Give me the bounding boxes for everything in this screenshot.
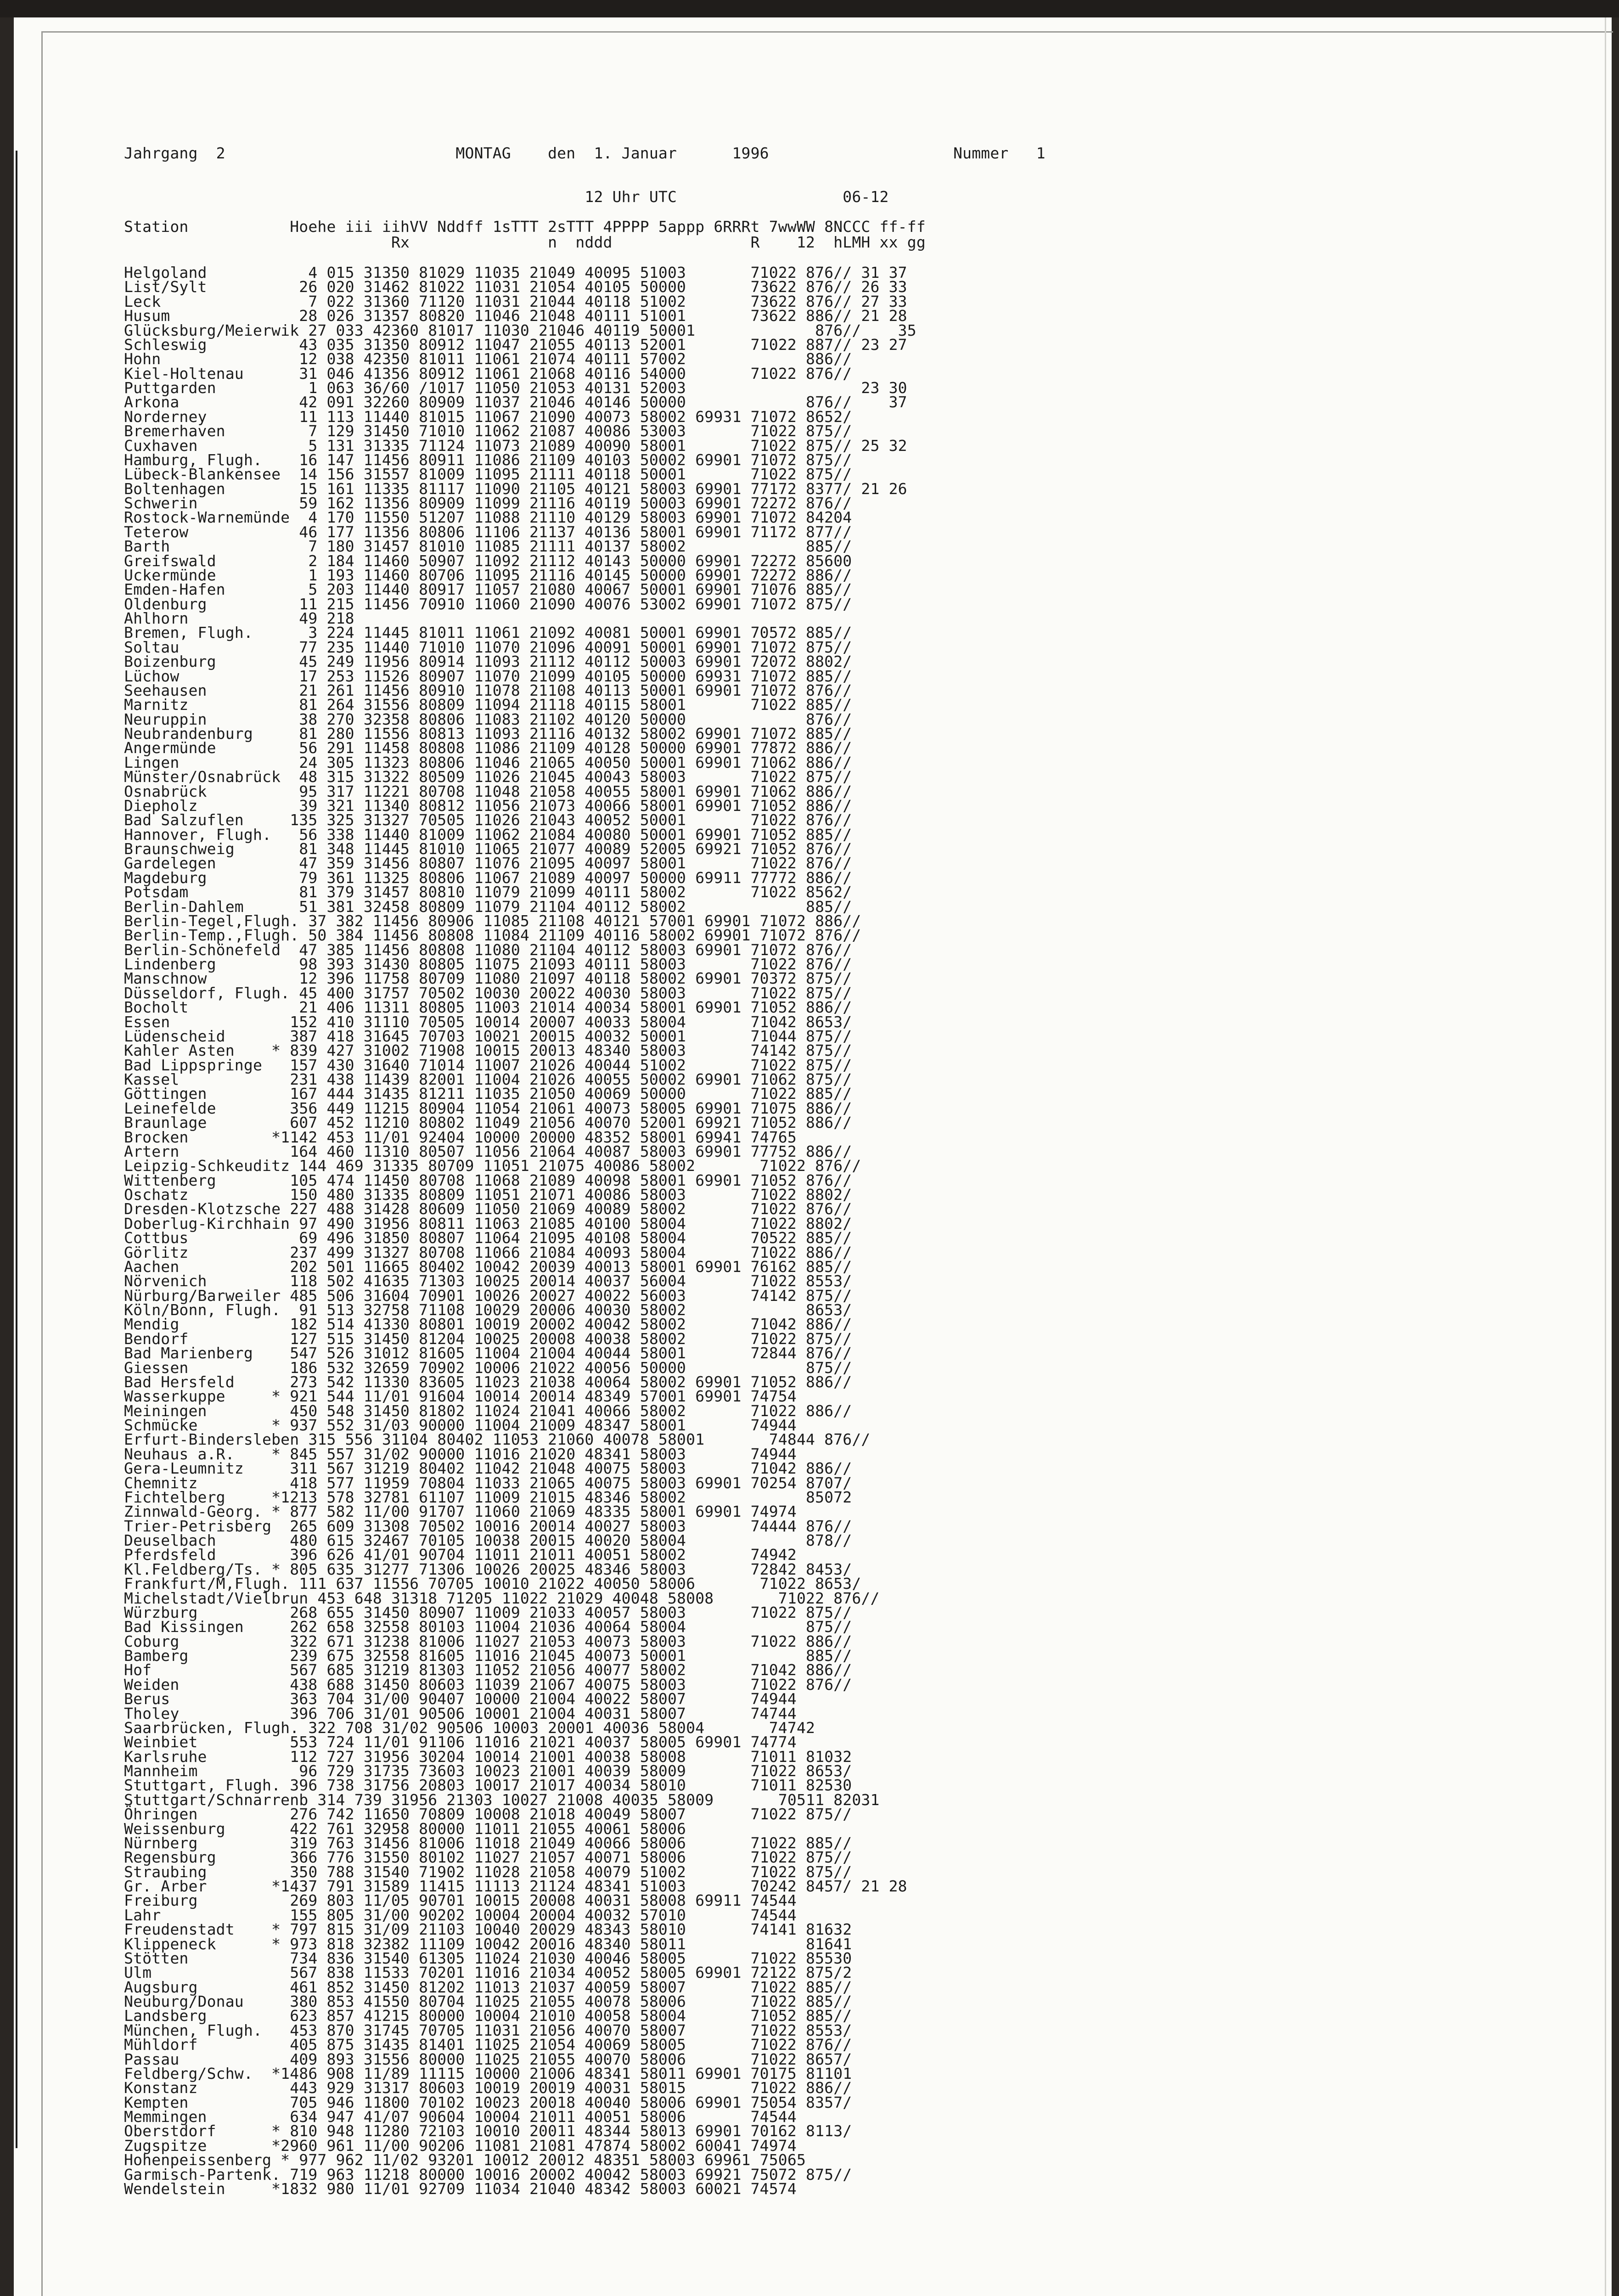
station-row: Kassel 231 438 11439 82001 11004 21026 40055 50002 69901 71062 875//: [124, 1070, 852, 1088]
station-row: Münster/Osnabrück 48 315 31322 80509 11026 21045 40043 58003 71022 875//: [124, 768, 852, 786]
station-row: Wasserkuppe * 921 544 11/01 91604 10014 20014 48349 57001 69901 74754: [124, 1387, 797, 1406]
station-row: Öhringen 276 742 11650 70809 10008 21018 40049 58007 71022 875//: [124, 1805, 852, 1823]
station-row: Kl.Feldberg/Ts. * 805 635 31277 71306 10026 20025 48346 58003 72842 8453/: [124, 1560, 852, 1578]
station-row: Fichtelberg *1213 578 32781 61107 11009 21015 48346 58002 85072: [124, 1488, 852, 1506]
station-row: Garmisch-Partenk. 719 963 11218 80000 10016 20002 40042 58003 69921 75072 875//: [124, 2165, 852, 2183]
station-row: Bad Marienberg 547 526 31012 81605 11004 21004 40044 58001 72844 876//: [124, 1344, 852, 1362]
station-row: Würzburg 268 655 31450 80907 11009 21033 40057 58003 71022 875//: [124, 1603, 852, 1621]
station-row: Kahler Asten * 839 427 31002 71908 10015 20013 48340 58003 74142 875//: [124, 1041, 852, 1060]
station-row: Lübeck-Blankensee 14 156 31557 81009 11095 21111 40118 50001 71022 875//: [124, 465, 852, 484]
station-row: Diepholz 39 321 11340 80812 11056 21073 40066 58001 69901 71052 886//: [124, 796, 852, 815]
station-row: Leinefelde 356 449 11215 80904 11054 21061 40073 58005 69901 71075 886//: [124, 1099, 852, 1117]
station-row: Neuhaus a.R. * 845 557 31/02 90000 11016 21020 48341 58003 74944: [124, 1445, 797, 1463]
station-row: Regensburg 366 776 31550 80102 11027 21057 40071 58006 71022 875//: [124, 1848, 852, 1867]
station-row: Bad Lippspringe 157 430 31640 71014 11007 21026 40044 51002 71022 875//: [124, 1056, 852, 1074]
station-row: Hohn 12 038 42350 81011 11061 21074 40111 57002 886//: [124, 350, 852, 368]
station-row: Dresden-Klotzsche 227 488 31428 80609 11050 21069 40089 58002 71022 876//: [124, 1200, 852, 1218]
station-row: Coburg 322 671 31238 81006 11027 21053 40073 58003 71022 886//: [124, 1632, 852, 1650]
station-row: Gardelegen 47 359 31456 80807 11076 21095 40097 58001 71022 876//: [124, 854, 852, 872]
station-row: Trier-Petrisberg 265 609 31308 70502 10016 20014 40027 58003 74444 876//: [124, 1517, 852, 1535]
station-row: Osnabrück 95 317 11221 80708 11048 21058 40055 58001 69901 71062 886//: [124, 782, 852, 800]
station-row: Nürburg/Barweiler 485 506 31604 70901 10026 20027 40022 56003 74142 875//: [124, 1286, 852, 1305]
station-row: Stötten 734 836 31540 61305 11024 21030 40046 58005 71022 85530: [124, 1949, 852, 1967]
station-row: Straubing 350 788 31540 71902 11028 21058 40079 51002 71022 875//: [124, 1863, 852, 1881]
station-row: Lahr 155 805 31/00 90202 10004 20004 40032 57010 74544: [124, 1906, 797, 1924]
station-row: Berlin-Tegel,Flugh. 37 382 11456 80906 11085 21108 40121 57001 69901 71072 886//: [124, 912, 861, 930]
station-row: Erfurt-Bindersleben 315 556 31104 80402 11053 21060 40078 58001 74844 876//: [124, 1430, 871, 1449]
station-row: Potsdam 81 379 31457 80810 11079 21099 40111 58002 71022 8562/: [124, 883, 852, 901]
station-row: Hof 567 685 31219 81303 11052 21056 40077 58002 71042 886//: [124, 1661, 852, 1679]
station-row: Stuttgart/Schnarrenb 314 739 31956 21303 10027 21008 40035 58009 70511 82031: [124, 1790, 880, 1809]
station-row: List/Sylt 26 020 31462 81022 11031 21054 40105 50000 73622 876// 26 33: [124, 278, 907, 296]
station-row: Berlin-Schönefeld 47 385 11456 80808 11080 21104 40112 58003 69901 71072 876//: [124, 940, 852, 959]
station-row: Artern 164 460 11310 80507 11056 21064 40087 58003 69901 77752 886//: [124, 1142, 852, 1160]
station-row: Memmingen 634 947 41/07 90604 10004 21011 40051 58006 74544: [124, 2108, 797, 2126]
station-row: Weinbiet 553 724 11/01 91106 11016 21021 40037 58005 69901 74774: [124, 1733, 797, 1751]
station-row: Ahlhorn 49 218: [124, 609, 354, 627]
station-row: Nörvenich 118 502 41635 71303 10025 20014 40037 56004 71022 8553/: [124, 1272, 852, 1290]
station-row: Soltau 77 235 11440 71010 11070 21096 40091 50001 69901 71072 875//: [124, 638, 852, 656]
column-headers: Station Hoehe iii iihVV Nddff 1sTTT 2sTTT 4PPPP 5appp 6RRRt 7wwWW 8NCCC ff-ff: [124, 218, 926, 236]
station-row: Neuburg/Donau 380 853 41550 80704 11025 21055 40078 58006 71022 885//: [124, 1992, 852, 2010]
station-row: Zinnwald-Georg. * 877 582 11/00 91707 11060 21069 48335 58001 69901 74974: [124, 1503, 797, 1521]
station-row: Passau 409 893 31556 80000 11025 21055 40070 58006 71022 8657/: [124, 2050, 852, 2068]
binding-edge: [16, 151, 17, 2148]
station-row: Görlitz 237 499 31327 80708 11066 21084 40093 58004 71022 886//: [124, 1243, 852, 1261]
station-row: Braunlage 607 452 11210 80802 11049 21056 40070 52001 69921 71052 886//: [124, 1114, 852, 1132]
station-row: Kiel-Holtenau 31 046 41356 80912 11061 21068 40116 54000 71022 876//: [124, 364, 852, 383]
station-row: Berlin-Temp.,Flugh. 50 384 11456 80808 11084 21109 40116 58002 69901 71072 876//: [124, 926, 861, 945]
station-row: Wendelstein *1832 980 11/01 92709 11034 21040 48342 58003 60021 74574: [124, 2179, 797, 2198]
station-row: Emden-Hafen 5 203 11440 80917 11057 21080 40067 50001 69901 71076 885//: [124, 580, 852, 599]
station-row: München, Flugh. 453 870 31745 70705 11031 21056 40070 58007 71022 8553/: [124, 2021, 852, 2039]
station-row: Cottbus 69 496 31850 80807 11064 21095 40108 58004 70522 885//: [124, 1229, 852, 1247]
station-row: Tholey 396 706 31/01 90506 10001 21004 40031 58007 74744: [124, 1704, 797, 1722]
station-row: Oldenburg 11 215 11456 70910 11060 21090 40076 53002 69901 71072 875//: [124, 595, 852, 613]
station-row: Wittenberg 105 474 11450 80708 11068 21089 40098 58001 69901 71052 876//: [124, 1171, 852, 1189]
station-row: Cuxhaven 5 131 31335 71124 11073 21089 40090 58001 71022 875// 25 32: [124, 436, 907, 455]
station-row: Kempten 705 946 11800 70102 10023 20018 40040 58006 69901 75054 8357/: [124, 2093, 852, 2111]
station-table: [124, 265, 1602, 2196]
station-row: Husum 28 026 31357 80820 11046 21048 40111 51001 73622 886// 21 28: [124, 307, 907, 325]
station-row: Lingen 24 305 11323 80806 11046 21065 40050 50001 69901 71062 886//: [124, 753, 852, 771]
station-row: Stuttgart, Flugh. 396 738 31756 20803 10017 21017 40034 58010 71011 82530: [124, 1776, 852, 1795]
station-row: Augsburg 461 852 31450 81202 11013 21037 40059 58007 71022 885//: [124, 1978, 852, 1996]
station-row: Rostock-Warnemünde 4 170 11550 51207 11088 21110 40129 58003 69901 71072 84204: [124, 508, 852, 527]
station-row: Zugspitze *2960 961 11/00 90206 11081 21081 47874 58002 60041 74974: [124, 2136, 797, 2155]
column-subheaders: Rx n nddd R 12 hLMH xx gg: [124, 233, 926, 251]
station-row: Marnitz 81 264 31556 80809 11094 21118 40115 58001 71022 885//: [124, 696, 852, 714]
station-row: Bad Kissingen 262 658 32558 80103 11004 21036 40064 58004 875//: [124, 1618, 852, 1636]
station-row: Feldberg/Schw. *1486 908 11/89 11115 10000 21006 48341 58011 69901 70175 81101: [124, 2064, 852, 2082]
station-row: Berlin-Dahlem 51 381 32458 80809 11079 21104 40112 58002 885//: [124, 897, 852, 916]
station-row: Boltenhagen 15 161 11335 81117 11090 21105 40121 58003 69901 77172 8377/ 21 26: [124, 479, 907, 498]
station-row: Lindenberg 98 393 31430 80805 11075 21093 40111 58003 71022 876//: [124, 955, 852, 973]
station-row: Bad Hersfeld 273 542 11330 83605 11023 21038 40064 58002 69901 71052 886//: [124, 1373, 852, 1391]
station-row: Düsseldorf, Flugh. 45 400 31757 70502 10030 20022 40030 58003 71022 875//: [124, 984, 852, 1002]
station-row: Bad Salzuflen 135 325 31327 70505 11026 21043 40052 50001 71022 876//: [124, 811, 852, 829]
station-row: Hannover, Flugh. 56 338 11440 81009 11062 21084 40080 50001 69901 71052 885//: [124, 825, 852, 844]
document-header: Jahrgang 2 MONTAG den 1. Januar 1996 Nummer 1: [124, 144, 1046, 162]
station-row: Greifswald 2 184 11460 50907 11092 21112 40143 50000 69901 72272 85600: [124, 551, 852, 570]
scan-top-strip: [0, 0, 1619, 17]
station-row: Weissenburg 422 761 32958 80000 11011 21055 40061 58006: [124, 1819, 686, 1838]
station-row: Landsberg 623 857 41215 80000 10004 21010 40058 58004 71052 885//: [124, 2007, 852, 2025]
station-row: Bremen, Flugh. 3 224 11445 81011 11061 21092 40081 50001 69901 70572 885//: [124, 624, 852, 642]
observation-time-header: 12 Uhr UTC 06-12: [124, 188, 889, 206]
station-row: Teterow 46 177 11356 80806 11106 21137 40136 58001 69901 71172 877//: [124, 523, 852, 541]
station-row: Giessen 186 532 32659 70902 10006 21022 40056 50000 875//: [124, 1358, 852, 1377]
station-row: Angermünde 56 291 11458 80808 11086 21109 40128 50000 69901 77872 886//: [124, 739, 852, 757]
station-row: Schmücke * 937 552 31/03 90000 11004 21009 48347 58001 74944: [124, 1416, 797, 1434]
station-row: Nürnberg 319 763 31456 81006 11018 21049 40066 58006 71022 885//: [124, 1834, 852, 1852]
station-row: Bendorf 127 515 31450 81204 10025 20008 40038 58002 71022 875//: [124, 1329, 852, 1348]
station-row: Gr. Arber *1437 791 31589 11415 11113 21124 48341 51003 70242 8457/ 21 28: [124, 1877, 907, 1895]
station-row: Magdeburg 79 361 11325 80806 11067 21089 40097 50000 69911 77772 886//: [124, 868, 852, 887]
station-row: Frankfurt/M,Flugh. 111 637 11556 70705 10010 21022 40050 58006 71022 8653/: [124, 1575, 861, 1593]
station-row: Freudenstadt * 797 815 31/09 21103 10040 20029 48343 58010 74141 81632: [124, 1920, 852, 1939]
station-row: Konstanz 443 929 31317 80603 10019 20019 40031 58015 71022 886//: [124, 2079, 852, 2097]
station-row: Boizenburg 45 249 11956 80914 11093 21112 40112 50003 69901 72072 8802/: [124, 653, 852, 671]
station-row: Klippeneck * 973 818 32382 11109 10042 20016 48340 58011 81641: [124, 1935, 852, 1953]
page-edge-shadow: [1605, 17, 1606, 2296]
station-row: Mannheim 96 729 31735 73603 10023 21001 40039 58009 71022 8653/: [124, 1762, 852, 1780]
station-row: Oberstdorf * 810 948 11280 72103 10010 20011 48344 58013 69901 70162 8113/: [124, 2122, 852, 2140]
station-row: Weiden 438 688 31450 80603 11039 21067 40075 58003 71022 876//: [124, 1675, 852, 1694]
station-row: Saarbrücken, Flugh. 322 708 31/02 90506 10003 20001 40036 58004 74742: [124, 1718, 815, 1737]
station-row: Braunschweig 81 348 11445 81010 11065 21077 40089 52005 69921 71052 876//: [124, 840, 852, 858]
station-row: Seehausen 21 261 11456 80910 11078 21108 40113 50001 69901 71072 876//: [124, 681, 852, 699]
station-row: Puttgarden 1 063 36/60 /1017 11050 21053 40131 52003 23 30: [124, 379, 907, 397]
station-row: Hohenpeissenberg * 977 962 11/02 93201 10012 20012 48351 58003 69961 75065: [124, 2151, 806, 2169]
station-row: Deuselbach 480 615 32467 70105 10038 20015 40020 58004 878//: [124, 1531, 852, 1549]
station-row: Chemnitz 418 577 11959 70804 11033 21065 40075 58003 69901 70254 8707/: [124, 1474, 852, 1492]
station-row: Michelstadt/Vielbrun 453 648 31318 71205 11022 21029 40048 58008 71022 876//: [124, 1589, 880, 1607]
station-row: Ulm 567 838 11533 70201 11016 21034 40052 58005 69901 72122 875/2: [124, 1964, 852, 1982]
station-row: Lüdenscheid 387 418 31645 70703 10021 20015 40032 50001 71044 875//: [124, 1027, 852, 1045]
station-row: Freiburg 269 803 11/05 90701 10015 20008 40031 58008 69911 74544: [124, 1891, 797, 1910]
station-row: Aachen 202 501 11665 80402 10042 20039 40013 58001 69901 76162 885//: [124, 1257, 852, 1276]
station-row: Gera-Leumnitz 311 567 31219 80402 11042 21048 40075 58003 71042 886//: [124, 1459, 852, 1478]
station-row: Berus 363 704 31/00 90407 10000 21004 40022 58007 74944: [124, 1690, 797, 1708]
station-row: Helgoland 4 015 31350 81029 11035 21049 40095 51003 71022 876// 31 37: [124, 264, 907, 281]
station-row: Glücksburg/Meierwik 27 033 42360 81017 11030 21046 40119 50001 876// 35: [124, 321, 916, 339]
station-row: Mendig 182 514 41330 80801 10019 20002 40042 58002 71042 886//: [124, 1315, 852, 1334]
station-row: Essen 152 410 31110 70505 10014 20007 40033 58004 71042 8653/: [124, 1013, 852, 1031]
station-row: Bocholt 21 406 11311 80805 11003 21014 40034 58001 69901 71052 886//: [124, 998, 852, 1017]
station-row: Leck 7 022 31360 71120 11031 21044 40118 51002 73622 876// 27 33: [124, 292, 907, 310]
station-row: Bremerhaven 7 129 31450 71010 11062 21087 40086 53003 71022 875//: [124, 422, 852, 440]
station-row: Schwerin 59 162 11356 80909 11099 21116 40119 50003 69901 72272 876//: [124, 494, 852, 512]
station-row: Karlsruhe 112 727 31956 30204 10014 21001 40038 58008 71011 81032: [124, 1747, 852, 1766]
station-row: Meiningen 450 548 31450 81802 11024 21041 40066 58002 71022 886//: [124, 1401, 852, 1420]
station-row: Neuruppin 38 270 32358 80806 11083 21102 40120 50000 876//: [124, 710, 852, 728]
station-row: Lüchow 17 253 11526 80907 11070 21099 40105 50000 69931 71072 885//: [124, 667, 852, 685]
station-row: Göttingen 167 444 31435 81211 11035 21050 40069 50000 71022 885//: [124, 1085, 852, 1103]
station-row: Köln/Bonn, Flugh. 91 513 32758 71108 10029 20006 40030 58002 8653/: [124, 1301, 852, 1319]
station-row: Oschatz 150 480 31335 80809 11051 21071 40086 58003 71022 8802/: [124, 1186, 852, 1204]
station-row: Hamburg, Flugh. 16 147 11456 80911 11086 21109 40103 50002 69901 71072 875//: [124, 450, 852, 469]
station-row: Leipzig-Schkeuditz 144 469 31335 80709 11051 21075 40086 58002 71022 876//: [124, 1157, 861, 1175]
station-row: Bamberg 239 675 32558 81605 11016 21045 40073 50001 885//: [124, 1647, 852, 1665]
station-row: Brocken *1142 453 11/01 92404 10000 20000 48352 58001 69941 74765: [124, 1128, 797, 1146]
station-row: Doberlug-Kirchhain 97 490 31956 80811 11063 21085 40100 58004 71022 8802/: [124, 1214, 852, 1232]
station-row: Schleswig 43 035 31350 80912 11047 21055 40113 52001 71022 887// 23 27: [124, 335, 907, 354]
station-row: Manschnow 12 396 11758 80709 11080 21097 40118 58002 69901 70372 875//: [124, 969, 852, 988]
station-row: Norderney 11 113 11440 81015 11067 21090 40073 58002 69931 71072 8652/: [124, 407, 852, 426]
station-row: Pferdsfeld 396 626 41/01 90704 11011 21011 40051 58002 74942: [124, 1546, 797, 1564]
station-row: Uckermünde 1 193 11460 80706 11095 21116 40145 50000 69901 72272 886//: [124, 566, 852, 584]
station-row: Neubrandenburg 81 280 11556 80813 11093 21116 40132 58002 69901 71072 885//: [124, 725, 852, 743]
station-row: Arkona 42 091 32260 80909 11037 21046 40146 50000 876// 37: [124, 393, 907, 411]
station-row: Barth 7 180 31457 81010 11085 21111 40137 58002 885//: [124, 537, 852, 556]
station-row: Mühldorf 405 875 31435 81401 11025 21054 40069 58005 71022 876//: [124, 2036, 852, 2054]
